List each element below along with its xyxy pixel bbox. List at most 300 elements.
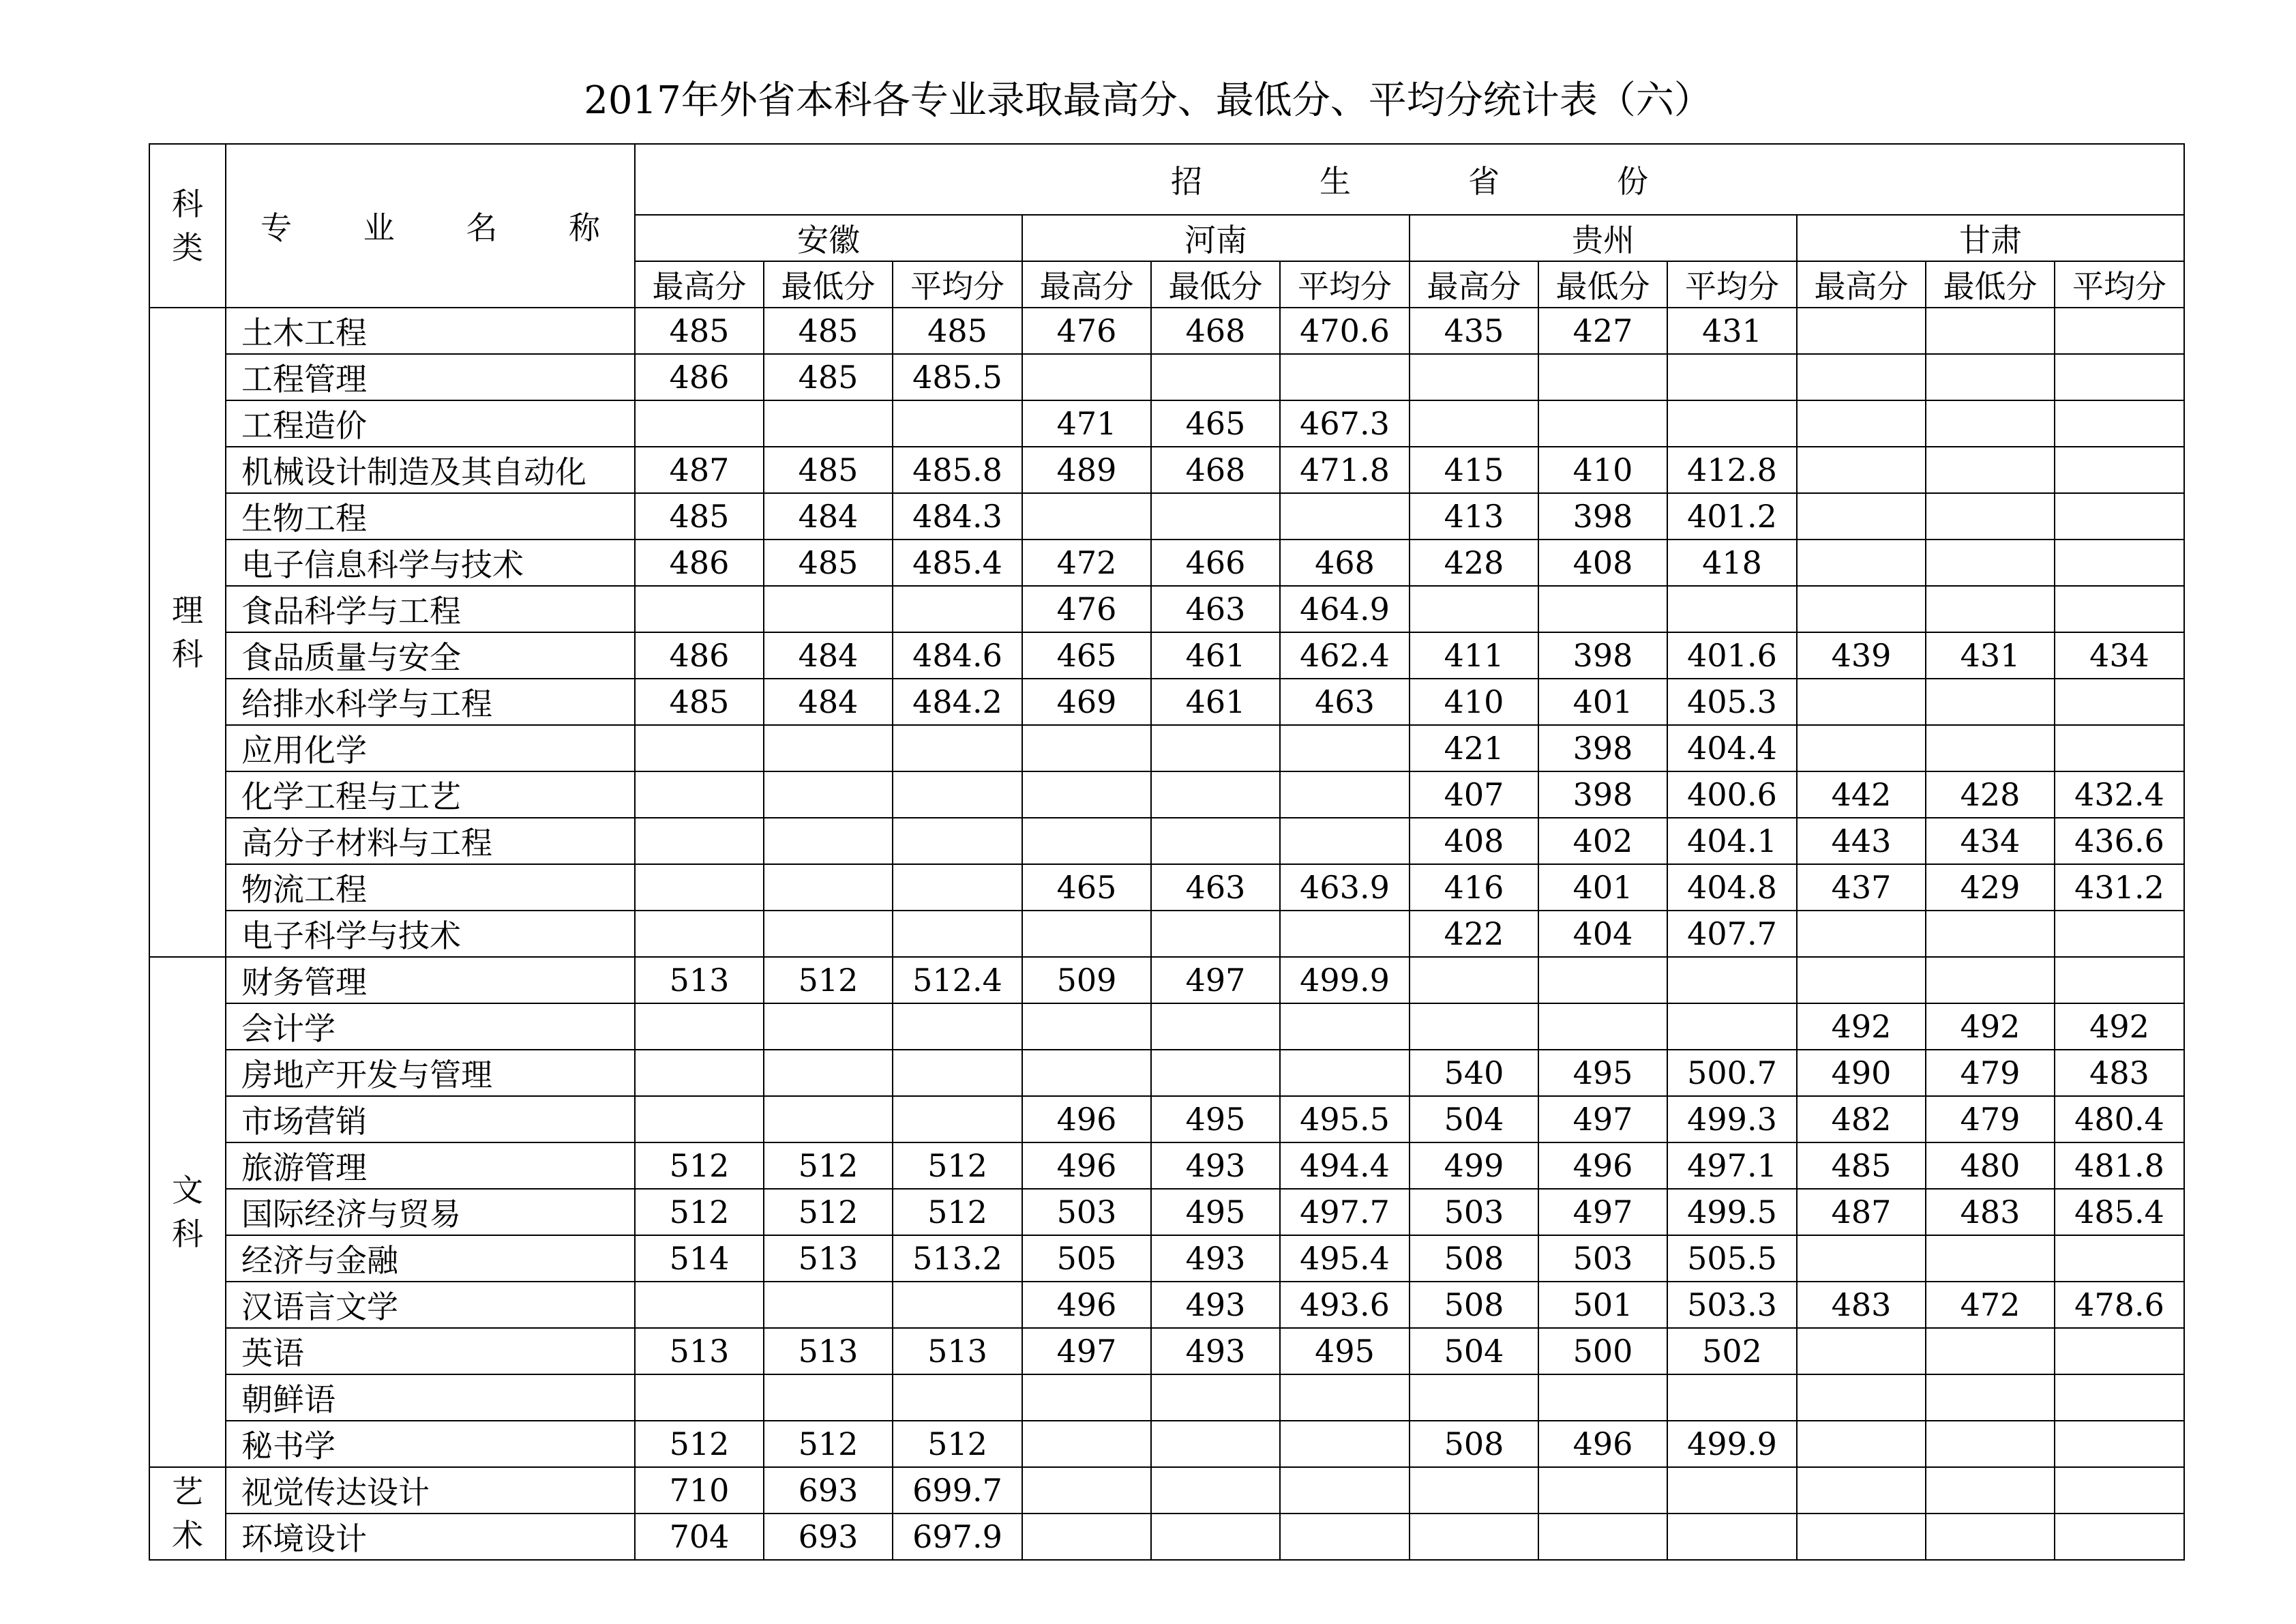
score-cell [635,911,764,957]
score-cell [1151,1003,1280,1050]
score-cell [2055,447,2184,493]
score-cell: 497.7 [1280,1189,1410,1235]
score-cell: 461 [1151,679,1280,725]
score-cell: 429 [1926,864,2055,911]
score-cell [1926,1467,2055,1514]
score-cell: 416 [1410,864,1538,911]
score-cell: 472 [1926,1282,2055,1328]
score-cell [2055,400,2184,447]
score-cell [1280,1467,1410,1514]
score-cell [1926,1235,2055,1282]
score-cell: 487 [635,447,764,493]
score-cell [2055,1467,2184,1514]
score-cell: 401.2 [1667,493,1797,540]
score-cell: 499.9 [1667,1421,1797,1467]
score-cell: 485.4 [2055,1189,2184,1235]
score-cell [1410,1467,1538,1514]
page-title: 2017年外省本科各专业录取最高分、最低分、平均分统计表（六） [584,78,1712,123]
score-cell: 500.7 [1667,1050,1797,1096]
score-cell [635,1282,764,1328]
score-cell: 464.9 [1280,586,1410,632]
table-row [149,586,2184,632]
score-cell: 495 [1280,1328,1410,1374]
score-cell: 492 [1926,1003,2055,1050]
score-cell: 495.5 [1280,1096,1410,1142]
score-cell: 407 [1410,771,1538,818]
score-cell: 512 [764,957,893,1003]
score-cell: 495 [1151,1096,1280,1142]
score-cell: 499.5 [1667,1189,1797,1235]
score-cell [1926,911,2055,957]
score-cell [1022,354,1151,400]
score-cell: 411 [1410,632,1538,679]
score-cell [893,586,1022,632]
major-name: 旅游管理 [226,1142,635,1189]
score-cell: 408 [1538,540,1667,586]
score-cell: 513 [893,1328,1022,1374]
score-cell: 466 [1151,540,1280,586]
score-cell [1797,586,1926,632]
score-cell [1926,725,2055,771]
score-cell: 476 [1022,586,1151,632]
score-cell [635,725,764,771]
score-cell: 704 [635,1514,764,1560]
score-cell: 505.5 [1667,1235,1797,1282]
score-cell: 398 [1538,725,1667,771]
score-cell: 479 [1926,1096,2055,1142]
score-cell: 496 [1022,1142,1151,1189]
score-cell [1410,586,1538,632]
score-cell [1151,818,1280,864]
score-cell: 427 [1538,308,1667,354]
score-cell [1797,308,1926,354]
score-cell: 484 [764,632,893,679]
score-cell [1280,1050,1410,1096]
score-cell [764,771,893,818]
major-name: 财务管理 [226,957,635,1003]
min-score-header: 最低分 [764,261,893,308]
score-cell: 513 [764,1328,893,1374]
score-cell: 404.1 [1667,818,1797,864]
score-cell [1538,354,1667,400]
score-cell: 484 [764,493,893,540]
major-header-char: 专 [260,209,292,246]
score-cell [1022,911,1151,957]
table-row [149,400,2184,447]
score-cell [2055,1514,2184,1560]
major-name: 机械设计制造及其自动化 [226,447,635,493]
score-cell [1667,586,1797,632]
score-cell [893,1374,1022,1421]
min-score-header: 最低分 [1151,261,1280,308]
score-cell [1538,586,1667,632]
score-cell: 693 [764,1467,893,1514]
provinces-header-char: 省 [1468,163,1500,200]
score-cell: 465 [1151,400,1280,447]
score-cell [764,1003,893,1050]
provinces-header-char: 生 [1320,163,1351,200]
score-cell: 512 [635,1421,764,1467]
category-cell [149,308,226,957]
major-name: 市场营销 [226,1096,635,1142]
score-cell: 485.8 [893,447,1022,493]
score-cell: 484.3 [893,493,1022,540]
score-cell [1280,771,1410,818]
score-cell: 512 [764,1189,893,1235]
table-row [149,308,2184,354]
score-cell [2055,957,2184,1003]
score-cell [1022,1467,1151,1514]
major-name: 会计学 [226,1003,635,1050]
score-cell: 495 [1151,1189,1280,1235]
score-cell: 486 [635,632,764,679]
score-cell: 485 [764,308,893,354]
score-cell: 437 [1797,864,1926,911]
major-header-char: 业 [363,209,395,246]
score-cell: 461 [1151,632,1280,679]
score-cell [1151,1374,1280,1421]
score-cell: 501 [1538,1282,1667,1328]
score-cell: 697.9 [893,1514,1022,1560]
table-row [149,818,2184,864]
avg-score-header: 平均分 [1280,261,1410,308]
score-cell: 485.4 [893,540,1022,586]
major-name: 电子信息科学与技术 [226,540,635,586]
score-cell [1022,1374,1151,1421]
score-cell: 481.8 [2055,1142,2184,1189]
score-cell: 398 [1538,493,1667,540]
score-cell: 404 [1538,911,1667,957]
major-name: 房地产开发与管理 [226,1050,635,1096]
score-cell: 484 [764,679,893,725]
score-cell: 710 [635,1467,764,1514]
score-cell: 486 [635,540,764,586]
score-cell [1797,447,1926,493]
score-cell: 499 [1410,1142,1538,1189]
table-row [149,864,2184,911]
score-cell [1538,1514,1667,1560]
score-cell: 434 [2055,632,2184,679]
score-cell [764,1374,893,1421]
major-name: 英语 [226,1328,635,1374]
score-cell: 404.4 [1667,725,1797,771]
score-cell [1022,1050,1151,1096]
score-cell [1022,493,1151,540]
score-cell: 436.6 [2055,818,2184,864]
score-cell: 497 [1022,1328,1151,1374]
category-cell [149,957,226,1467]
score-cell [2055,1328,2184,1374]
max-score-header: 最高分 [635,261,764,308]
table-row [149,911,2184,957]
score-cell: 540 [1410,1050,1538,1096]
score-cell [1151,493,1280,540]
score-cell: 485 [635,493,764,540]
score-cell [764,725,893,771]
score-cell [1926,354,2055,400]
score-cell: 513 [764,1235,893,1282]
score-cell: 497 [1538,1189,1667,1235]
table-row [149,1421,2184,1467]
score-cell: 418 [1667,540,1797,586]
score-cell [1410,1374,1538,1421]
table-row [149,771,2184,818]
score-cell [1410,957,1538,1003]
score-cell: 410 [1538,447,1667,493]
score-cell [1797,354,1926,400]
avg-score-header: 平均分 [2055,261,2184,308]
score-cell: 485 [893,308,1022,354]
score-cell: 493 [1151,1235,1280,1282]
score-cell: 410 [1410,679,1538,725]
score-cell [1151,911,1280,957]
category-cell [149,1467,226,1560]
score-cell: 505 [1022,1235,1151,1282]
score-cell: 513 [635,957,764,1003]
score-cell [1926,400,2055,447]
score-cell [2055,540,2184,586]
score-cell [1797,1467,1926,1514]
major-name: 朝鲜语 [226,1374,635,1421]
score-cell: 413 [1410,493,1538,540]
score-cell [1926,1514,2055,1560]
max-score-header: 最高分 [1022,261,1151,308]
score-cell: 504 [1410,1328,1538,1374]
table-row [149,1282,2184,1328]
score-cell: 509 [1022,957,1151,1003]
score-cell: 512 [764,1142,893,1189]
table-row [149,1235,2184,1282]
major-name: 土木工程 [226,308,635,354]
score-cell [1926,1328,2055,1374]
score-cell: 407.7 [1667,911,1797,957]
table-row [149,632,2184,679]
score-cell [1797,1421,1926,1467]
score-cell [1926,957,2055,1003]
score-cell: 408 [1410,818,1538,864]
score-cell: 512 [893,1189,1022,1235]
score-cell [635,1096,764,1142]
score-cell [1022,1421,1151,1467]
score-cell [2055,1421,2184,1467]
score-cell [1926,679,2055,725]
score-cell: 502 [1667,1328,1797,1374]
table-row [149,1328,2184,1374]
table-row [149,725,2184,771]
score-cell [1280,1514,1410,1560]
category-header [149,144,226,308]
score-cell: 485 [764,447,893,493]
score-cell [893,864,1022,911]
score-cell: 484.2 [893,679,1022,725]
score-cell: 485 [764,354,893,400]
score-cell: 439 [1797,632,1926,679]
score-cell [635,771,764,818]
score-cell: 484.6 [893,632,1022,679]
score-cell: 482 [1797,1096,1926,1142]
score-cell: 497.1 [1667,1142,1797,1189]
score-cell: 490 [1797,1050,1926,1096]
score-cell: 483 [1926,1189,2055,1235]
score-cell [1667,957,1797,1003]
score-cell [1022,771,1151,818]
score-cell [2055,308,2184,354]
province-gansu: 甘肃 [1797,215,2184,261]
score-cell: 443 [1797,818,1926,864]
score-cell [1667,1003,1797,1050]
score-cell: 494.4 [1280,1142,1410,1189]
table-row [149,354,2184,400]
score-cell [1151,771,1280,818]
score-cell: 495 [1538,1050,1667,1096]
score-cell [2055,911,2184,957]
table-row [149,540,2184,586]
score-cell: 465 [1022,632,1151,679]
score-cell [635,400,764,447]
score-cell [1538,1467,1667,1514]
major-name: 环境设计 [226,1514,635,1560]
table-row [149,1189,2184,1235]
score-cell: 493 [1151,1328,1280,1374]
major-name: 工程造价 [226,400,635,447]
score-cell: 495.4 [1280,1235,1410,1282]
score-cell: 512 [764,1421,893,1467]
province-anhui: 安徽 [635,215,1022,261]
score-cell [2055,354,2184,400]
score-cell [1797,1514,1926,1560]
score-cell [764,818,893,864]
score-cell [1151,1050,1280,1096]
score-cell [635,1050,764,1096]
score-cell [1410,400,1538,447]
score-cell [1410,1003,1538,1050]
province-guizhou: 贵州 [1410,215,1797,261]
score-cell: 431 [1667,308,1797,354]
table-row [149,447,2184,493]
score-cell [893,818,1022,864]
score-cell [2055,493,2184,540]
avg-score-header: 平均分 [1667,261,1797,308]
score-cell [1410,354,1538,400]
provinces-header-char: 份 [1617,163,1648,200]
table-row [149,1096,2184,1142]
category-header-label: 科类 [172,186,203,266]
score-cell: 469 [1022,679,1151,725]
score-cell [635,864,764,911]
score-cell: 492 [2055,1003,2184,1050]
score-cell: 496 [1022,1096,1151,1142]
score-cell [1022,1003,1151,1050]
score-cell [2055,1374,2184,1421]
score-cell [1410,1514,1538,1560]
score-cell: 513 [635,1328,764,1374]
score-cell [1667,1514,1797,1560]
score-cell: 493.6 [1280,1282,1410,1328]
major-header-char: 称 [568,209,600,246]
score-cell [1926,586,2055,632]
score-cell: 513.2 [893,1235,1022,1282]
score-cell: 442 [1797,771,1926,818]
table-row [149,1514,2184,1560]
score-cell: 512 [635,1142,764,1189]
score-cell [1538,1374,1667,1421]
score-cell: 496 [1538,1421,1667,1467]
score-cell: 485 [635,679,764,725]
score-cell: 512 [635,1189,764,1235]
score-cell: 485 [635,308,764,354]
score-cell [893,400,1022,447]
score-cell [1797,1235,1926,1282]
score-cell: 422 [1410,911,1538,957]
score-cell: 503 [1022,1189,1151,1235]
major-name: 食品科学与工程 [226,586,635,632]
score-cell: 402 [1538,818,1667,864]
score-cell [1926,447,2055,493]
score-cell: 465 [1022,864,1151,911]
score-cell: 508 [1410,1282,1538,1328]
score-cell [893,1003,1022,1050]
province-henan: 河南 [1022,215,1410,261]
score-cell [764,1050,893,1096]
score-cell: 693 [764,1514,893,1560]
score-cell: 493 [1151,1282,1280,1328]
score-cell [1797,957,1926,1003]
score-cell: 496 [1538,1142,1667,1189]
score-cell: 400.6 [1667,771,1797,818]
score-cell: 470.6 [1280,308,1410,354]
score-cell: 471.8 [1280,447,1410,493]
score-cell: 401.6 [1667,632,1797,679]
score-cell: 428 [1410,540,1538,586]
score-cell [1280,725,1410,771]
score-cell [1926,540,2055,586]
score-cell: 405.3 [1667,679,1797,725]
score-cell [764,864,893,911]
table-row [149,1467,2184,1514]
score-cell [1797,1328,1926,1374]
score-cell: 463 [1151,586,1280,632]
major-name: 生物工程 [226,493,635,540]
score-cell: 493 [1151,1142,1280,1189]
max-score-header: 最高分 [1797,261,1926,308]
score-cell [1797,493,1926,540]
score-cell [1280,354,1410,400]
score-cell: 398 [1538,632,1667,679]
score-cell: 412.8 [1667,447,1797,493]
score-cell [1538,957,1667,1003]
score-cell [1797,1374,1926,1421]
score-cell: 487 [1797,1189,1926,1235]
score-cell: 404.8 [1667,864,1797,911]
score-cell: 435 [1410,308,1538,354]
major-name: 食品质量与安全 [226,632,635,679]
score-cell: 499.9 [1280,957,1410,1003]
major-header [226,144,635,308]
major-name: 给排水科学与工程 [226,679,635,725]
score-cell [1926,1421,2055,1467]
score-cell [1280,818,1410,864]
score-cell: 431.2 [2055,864,2184,911]
score-cell: 479 [1926,1050,2055,1096]
score-cell [2055,679,2184,725]
score-cell [1151,354,1280,400]
score-cell [1538,1003,1667,1050]
score-cell: 432.4 [2055,771,2184,818]
score-cell [893,1050,1022,1096]
score-cell [893,1282,1022,1328]
score-cell: 486 [635,354,764,400]
score-cell: 504 [1410,1096,1538,1142]
